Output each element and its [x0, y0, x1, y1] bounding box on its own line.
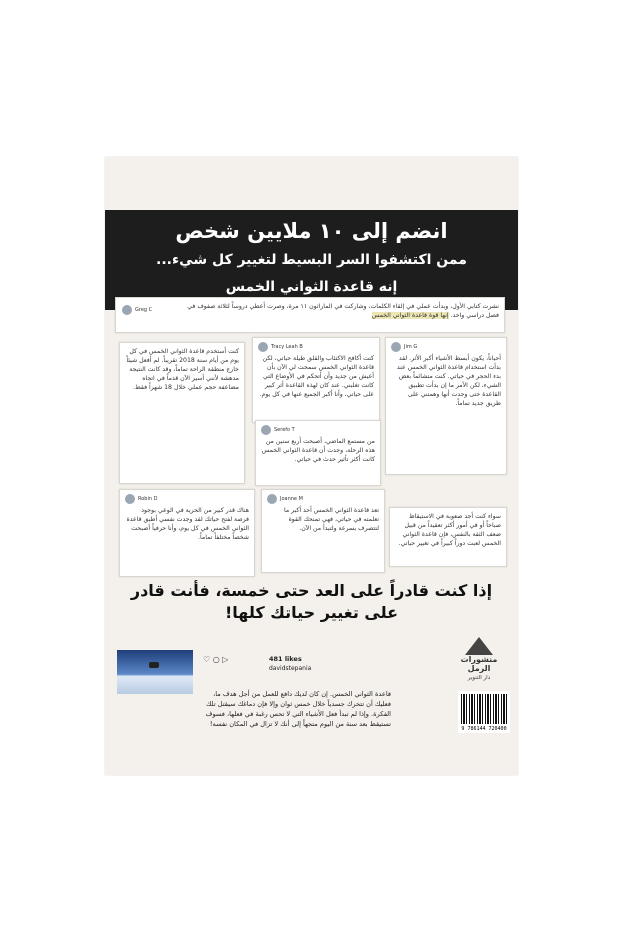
avatar [122, 305, 132, 315]
testimonial-text: تعد قاعدة الثواني الخمس أحد أكبر ما تعلمته في حياتي، فهي تمنحك القوة لتتصرف بسرعة ولتبدأ من الآن. [283, 507, 379, 532]
book-back-cover [105, 157, 518, 775]
user-name: Jim G [404, 343, 418, 350]
avatar [258, 342, 268, 352]
testimonial-text: هناك قدر كبير من الحرية في الوعي بوجود فرصة لفتح حياتك لقد وجدت نفسي أطبق قاعدة الثواني الخمس في كل يوم، وأنا حرفياً أصبحت شخصاً مختلفاً تماماً. [126, 507, 249, 541]
likes-count: 481 likes [269, 655, 302, 663]
subheadline-2: إنه قاعدة الثواني الخمس [225, 279, 398, 295]
barcode-bars-icon [461, 694, 507, 724]
user-name: Greg C [135, 306, 153, 313]
publisher-imprint: دار التنوير [467, 675, 491, 681]
avatar [261, 425, 271, 435]
tagline [105, 580, 518, 624]
avatar [125, 494, 135, 504]
testimonial-highlight: إنها قوة قاعدة الثواني الخمس [371, 312, 449, 319]
testimonial-card-top [115, 297, 505, 333]
testimonial-text: سواء كنت أجد صعوبة في الاستيقاظ صباحاً أو في أمور أكثر تعقيداً من قبيل ضعف الثقة بالنفس، فإن قاعدة الثواني الخمس لعبت دوراً كبيراً في تغيير حياتي. [398, 513, 501, 547]
isbn-number: 9 786144 720400 [461, 726, 507, 732]
publisher-logo-icon [465, 637, 493, 655]
testimonial-card [252, 337, 380, 423]
barcode [458, 691, 510, 733]
instagram-post [203, 655, 393, 672]
instagram-icons: ♡ ○ ▷ [203, 655, 229, 664]
user-name: Joanne M [280, 495, 303, 502]
user-name: Robin D [138, 495, 158, 502]
avatar [391, 342, 401, 352]
publisher-logo [455, 637, 503, 695]
testimonial-text: كنت أكافح الاكتئاب والقلق طيلة حياتي، لكن قاعدة الثواني الخمس سمحت لي الآن بأن أعيش من جديد وأن أتحكم في الأوضاع التي كانت تغلبني. عند كان لهذه القاعدة أثر كبير على حياتي، وأنا أكبر الجميع عنها في كل يوم. [259, 355, 374, 398]
airplane-photo [117, 650, 193, 694]
testimonial-card [119, 342, 245, 484]
testimonial-card [255, 420, 381, 486]
instagram-username: davidstepania [269, 665, 312, 672]
headline-banner [105, 210, 518, 310]
testimonial-text: كنت أستخدم قاعدة الثواني الخمس في كل يوم من أيام سنة 2018 تقريباً. لم أفعل شيئاً خارج منطقة الراحة تماماً، وقد كانت النتيجة مدهشة لأنني أسير الآن قدماً في اتجاه مضاعفة حجم عملي خلال 18 شهراً فقط. [126, 348, 239, 391]
testimonial-text: أحياناً، يكون أبسط الأشياء أكبر الأثر. لقد بدأت استخدام قاعدة الثواني الخمس عند بدء الحجر في حياتي. كنت متشائماً بعض الشيء، لكن الأمر ما إن بدأت تطبيق القاعدة حتى وجدت أنها وهمتني على طريق جديد تماماً. [396, 355, 501, 407]
headline: انضم إلى ١٠ ملايين شخص [175, 219, 448, 243]
publisher-logo-text: منشورات الرمل [460, 655, 498, 673]
user-name: Serefo T [274, 426, 295, 433]
avatar [267, 494, 277, 504]
testimonial-text: من مستمع الماضي، أصبحت أربع سنين من هذه الرحلة، وجدت أن قاعدة الثواني الخمس كانت أكثر تأثير حدث في حياتي. [261, 438, 375, 463]
testimonial-card [389, 507, 507, 567]
tagline-line-1: إذا كنت قادراً على العد حتى خمسة، فأنت قادر [130, 581, 493, 600]
instagram-quote: قاعدة الثواني الخمس. إن كان لديك دافع للعمل من أجل هدف ما، فعليك أن تتحرك جسدياً خلال خمس ثوان وإلا فإن دماغك سيقتل تلك الفكرة. وإذا لم تبدأ فعل الأشياء التي لا تحس رغبة في فعلها، فسوف تستيقظ بعد سنة من اليوم متجهاً إلى أنك لا تزال في المكان نفسه! [205, 690, 391, 728]
tagline-line-2: على تغيير حياتك كلها! [224, 603, 399, 622]
testimonial-card [119, 489, 255, 577]
user-name: Tracy Leah B [271, 343, 303, 350]
testimonial-text: نشرت كتابي الأول، وبدأت عملي في إلقاء الكلمات، وشاركت في الماراثون ١١ مرة، وصرت أعطي دروساً لثلاثة صفوف في فصل دراسي واحد. [187, 303, 499, 319]
testimonial-card [261, 489, 385, 573]
testimonial-card [385, 337, 507, 475]
subheadline-1: ممن اكتشفوا السر البسيط لتغيير كل شيء... [156, 252, 467, 268]
airplane-icon [149, 662, 159, 668]
